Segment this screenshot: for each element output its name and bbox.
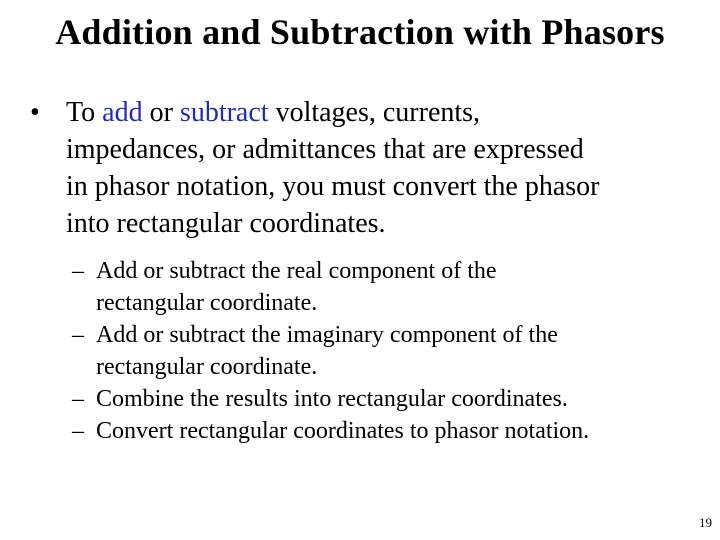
sub-bullet-line: Add or subtract the imaginary component of the [96,322,558,348]
bullet-text-segment: To [66,97,103,128]
sub-bullet-item [74,255,694,319]
bullet-marker: • [30,97,40,128]
sub-bullet-item [74,319,694,383]
main-bullet-line-1 [66,94,676,131]
dash-marker: – [72,322,84,348]
slide-title: Addition and Subtraction with Phasors [55,12,665,52]
sub-bullet-line: Combine the results into rectangular coordinates. [96,386,568,412]
sub-bullet-item [74,415,694,447]
sub-bullet-line: rectangular coordinate. [96,354,318,380]
page-number: 19 [699,515,712,530]
sub-bullet-line: Convert rectangular coordinates to phasor notation. [96,418,590,444]
main-bullet-text [66,94,676,242]
dash-marker: – [72,386,84,412]
sub-bullet-line: Add or subtract the real component of the [96,258,497,284]
main-bullet-line-2: impedances, or admittances that are expressed [66,134,584,165]
highlight-subtract: subtract [179,97,269,128]
bullet-text-segment: or [142,97,180,128]
main-bullet-line-3: in phasor notation, you must convert the phasor [66,171,600,202]
sub-bullet-item [74,383,694,415]
dash-marker: – [72,258,84,284]
bullet-text-segment: voltages, currents, [268,97,481,128]
sub-bullet-line: rectangular coordinate. [96,290,318,316]
main-bullet-line-4: into rectangular coordinates. [66,208,386,239]
highlight-add: add [102,97,143,128]
sub-bullet-list [74,255,694,447]
dash-marker: – [72,418,84,444]
